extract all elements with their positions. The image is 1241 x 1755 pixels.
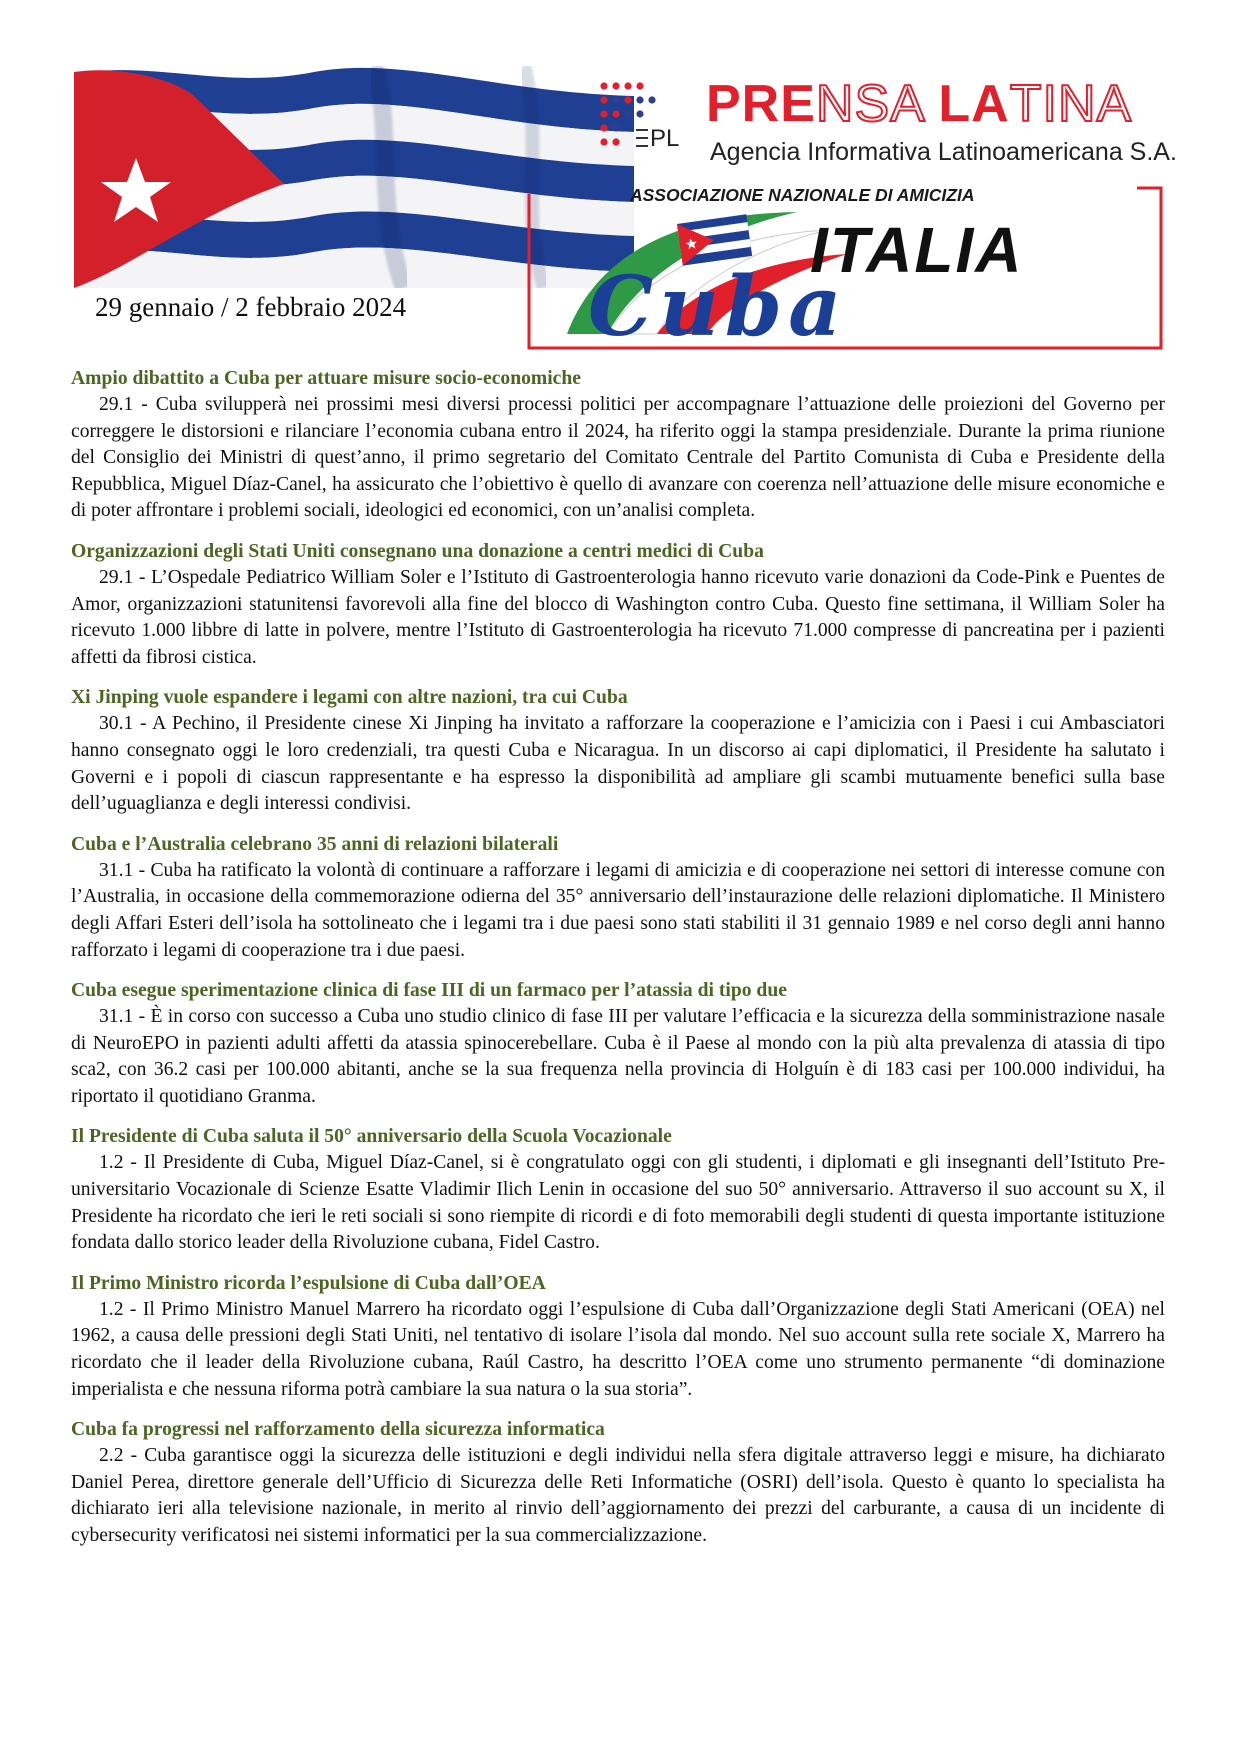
prensa-latina-dots-icon — [596, 80, 692, 158]
article-body: 31.1 - È in corso con successo a Cuba uno studio clinico di fase III per valutare l’efficacia e la sicurezza della somministrazione nasale di NeuroEPO in pazienti adulti affetti da atassia spinocerebellare. Cuba è il Paese al mondo con la più alta prevalenza di atassia di tipo sca2, con 36.2 casi per 100.000 abitanti, anche se la sua frequenza nella provincia di Holguín è di 183 casi per 100.000 individui, ha riportato il quotidiano Granma. — [71, 1006, 1165, 1107]
article — [71, 1271, 1165, 1403]
pl-letters: PL — [650, 125, 680, 152]
prensa-latina-logo — [596, 76, 1176, 166]
article — [71, 978, 1165, 1110]
pl-title-part-4: TINA — [1009, 75, 1133, 133]
news-articles — [71, 366, 1165, 1564]
article-title: Xi Jinping vuole espandere i legami con altre nazioni, tra cui Cuba — [71, 687, 628, 709]
article-title: Cuba fa progressi nel rafforzamento della sicurezza informatica — [71, 1419, 605, 1441]
article-body: 29.1 - L’Ospedale Pediatrico William Soler e l’Istituto di Gastroenterologia hanno ricevuto varie donazioni da Code-Pink e Puentes de Amor, organizzazioni statunitensi favorevoli alla fine del blocco di Washington contro Cuba. Questo fine settimana, il William Soler ha ricevuto 1.000 libbre di latte in polvere, mentre l’Istituto di Gastroenterologia ha ricevuto 71.000 compresse di pancreatina per i pazienti affetti da fibrosi cistica. — [71, 566, 1165, 668]
article — [71, 1417, 1165, 1549]
issue-date: 29 gennaio / 2 febbraio 2024 — [95, 292, 407, 322]
article-body: 1.2 - Il Presidente di Cuba, Miguel Díaz-Canel, si è congratulato oggi con gli studenti, i diplomati e gli insegnanti dell’Istituto Pre-universitario Vocazionale di Scienze Esatte Vladimir Ilich Lenin in occasione del suo 50° anniversario. Attraverso il suo account su X, il Presidente ha ricordato che ieri le reti sociali si sono riempite di ricordi e di foto memorabili degli studenti di questa importante istituzione fondata dallo storico leader della Rivoluzione cubana, Fidel Castro. — [71, 1152, 1165, 1254]
article-title: Il Presidente di Cuba saluta il 50° anniversario della Scuola Vocazionale — [71, 1126, 672, 1148]
association-name: ASSOCIAZIONE NAZIONALE DI AMICIZIA — [630, 185, 975, 205]
article — [71, 366, 1165, 525]
page-header — [0, 0, 1241, 360]
article — [71, 685, 1165, 817]
article-body: 30.1 - A Pechino, il Presidente cinese Xi Jinping ha invitato a rafforzare la cooperazione e l’amicizia con i Paesi i cui Ambasciatori hanno consegnato oggi le loro credenziali, tra questi Cuba e Nicaragua. In un discorso ai capi diplomatici, il Presidente ha salutato i Governi e i popoli di ciascun rappresentante e ha espresso la disponibilità ad ampliare gli scambi mutuamente benefici sulla base dell’uguaglianza e degli interessi condivisi. — [71, 713, 1165, 815]
cuba-wordmark: Cuba — [588, 259, 848, 355]
article-body: 31.1 - Cuba ha ratificato la volontà di continuare a rafforzare i legami di amicizia e di cooperazione nei settori di interesse comune con l’Australia, in occasione della commemorazione odierna del 35° anniversario dell’instaurazione delle relazioni diplomatiche. Il Ministero degli Affari Esteri dell’isola ha sottolineato che i legami tra i due paesi sono stati stabiliti il 31 gennaio 1989 e nel corso degli anni hanno rafforzato i legami di cooperazione tra i due paesi. — [71, 859, 1165, 961]
prensa-latina-subtitle: Agencia Informativa Latinoamericana S.A. — [710, 138, 1177, 166]
article-title: Cuba e l’Australia celebrano 35 anni di relazioni bilaterali — [71, 833, 559, 855]
article-title: Cuba esegue sperimentazione clinica di fase III di un farmaco per l’atassia di tipo due — [71, 980, 787, 1002]
pl-title-part-1: PRE — [706, 75, 816, 133]
article-title: Il Primo Ministro ricorda l’espulsione di Cuba dall’OEA — [71, 1272, 546, 1294]
prensa-latina-title — [706, 74, 1132, 134]
article-body: 2.2 - Cuba garantisce oggi la sicurezza delle istituzioni e degli individui nella sfera digitale attraverso leggi e misure, ha dichiarato Daniel Perea, direttore generale dell’Ufficio di Sicurezza delle Reti Informatiche (OSRI) dell’isola. Questo è quanto lo specialista ha dichiarato ieri alla televisione nazionale, in merito al rinvio dell’aggiornamento dei prezzi del carburante, a causa di un incidente di cybersecurity verificatosi nei sistemi informatici per la sua commercializzazione. — [71, 1445, 1165, 1546]
pl-title-part-2: NSA — [815, 75, 939, 133]
article — [71, 832, 1165, 964]
article-body: 1.2 - Il Primo Ministro Manuel Marrero ha ricordato oggi l’espulsione di Cuba dall’Organizzazione degli Stati Americani (OEA) nel 1962, a causa delle pressioni degli Stati Uniti, nel tentativo di isolare l’isola dal mondo. Nel suo account sulla rete sociale X, Marrero ha ricordato che il leader della Rivoluzione cubana, Raúl Castro, ha descritto l’OEA come uno strumento permanente “di dominazione imperialista e che nessuna riforma potrà cambiare la sua natura o la sua storia”. — [71, 1298, 1165, 1400]
article-body: 29.1 - Cuba svilupperà nei prossimi mesi diversi processi politici per accompagnare l’attuazione delle proiezioni del Governo per correggere le distorsioni e rilanciare l’economia cubana entro il 2024, ha riferito oggi la stampa presidenziale. Durante la prima riunione del Consiglio dei Ministri di quest’anno, il primo segretario del Comitato Centrale del Partito Comunista di Cuba e Presidente della Repubblica, Miguel Díaz-Canel, ha assicurato che l’obiettivo è quello di avanzare con coerenza nell’attuazione delle misure economiche e di poter affrontare i problemi sociali, ideologici ed economici, con un’analisi completa. — [71, 394, 1165, 522]
article-title: Ampio dibattito a Cuba per attuare misure socio-economiche — [71, 368, 581, 389]
article-title: Organizzazioni degli Stati Uniti consegnano una donazione a centri medici di Cuba — [71, 540, 764, 562]
article — [71, 1124, 1165, 1256]
italia-wordmark: ITALIA — [810, 214, 1024, 286]
article — [71, 539, 1165, 671]
pl-title-part-3: LA — [938, 75, 1010, 133]
